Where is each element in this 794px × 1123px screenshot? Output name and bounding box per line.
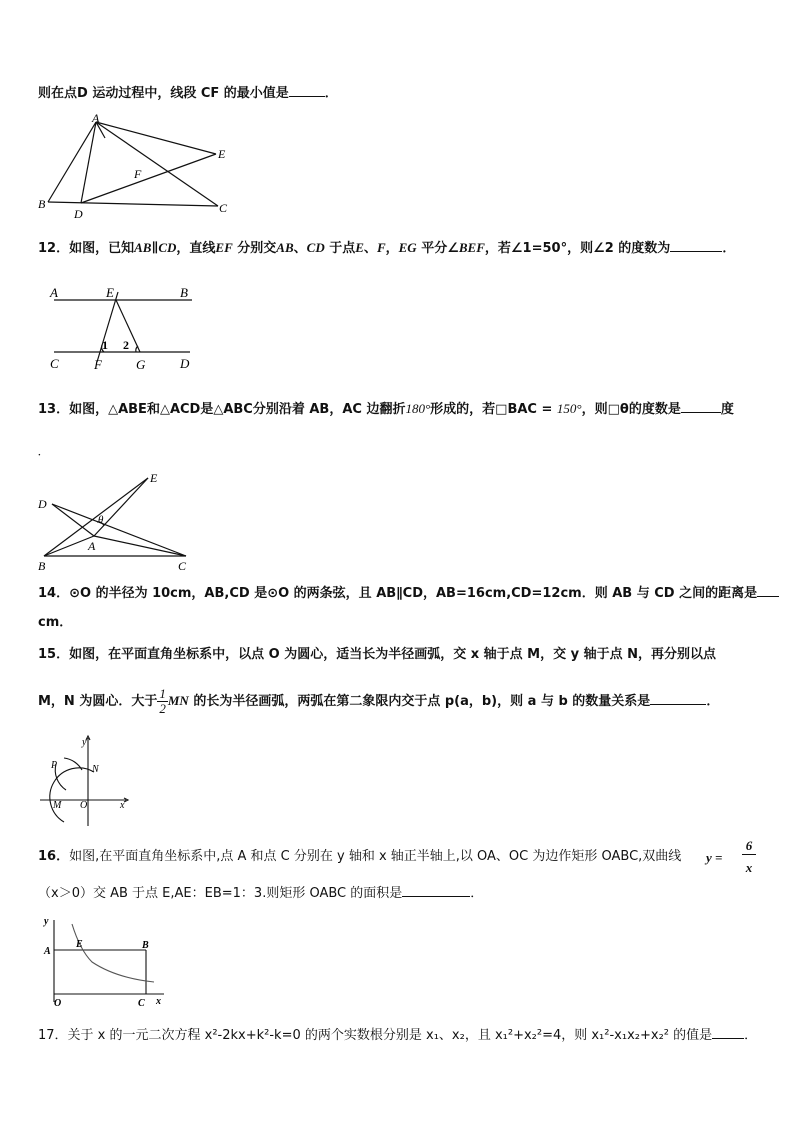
answer-blank: [289, 84, 325, 97]
label-P: P: [51, 760, 58, 771]
question-12: 12．如图，已知AB∥CD，直线EF 分别交AB、CD 于点E、F，EG 平分∠BEF，若∠1=50°，则∠2 的度数为 ．: [38, 240, 736, 256]
label-A: A: [44, 946, 51, 957]
label-E: E: [106, 285, 114, 300]
label-D: D: [38, 497, 47, 511]
label-C: C: [219, 201, 228, 215]
question-13-dot: ．: [38, 448, 48, 458]
answer-blank: [712, 1026, 744, 1039]
figure-coordinate-arcs: [36, 734, 136, 832]
label-C: C: [50, 356, 59, 371]
answer-blank: [670, 239, 722, 252]
label-O: O: [54, 998, 62, 1008]
question-14-cont: cm．: [38, 615, 73, 630]
label-E: E: [150, 471, 158, 485]
question-14: 14．⊙O 的半径为 10cm，AB,CD 是⊙O 的两条弦，且 AB∥CD，AB=16cm,CD=12cm．则 AB 与 CD 之间的距离是: [38, 584, 779, 603]
question-17: 17．关于 x 的一元二次方程 x²-2kx+k²-k=0 的两个实数根分别是 x₁、x₂，且 x₁²+x₂²=4，则 x₁²-x₁x₂+x₂² 的值是 ．: [38, 1028, 758, 1043]
label-C: C: [138, 998, 145, 1008]
answer-blank: [402, 884, 470, 897]
label-A: A: [92, 112, 100, 125]
label-angle-2: 2: [123, 338, 129, 352]
question-16-line1: 16．如图,在平面直角坐标系中,点 A 和点 C 分别在 y 轴和 x 轴正半轴上,以 OA、OC 为边作矩形 OABC,双曲线: [38, 849, 682, 864]
question-15-line1: 15．如图，在平面直角坐标系中，以点 O 为圆心，适当长为半径画弧，交 x 轴于点 M，交 y 轴于点 N，再分别以点: [38, 647, 717, 662]
question-11-tail: 则在点D 运动过程中，线段 CF 的最小值是 ．: [38, 86, 338, 101]
label-B: B: [38, 197, 46, 211]
question-15-line2: M，N 为圆心．大于 $\frac{1}{2}$ MN 的长为半径画弧，两弧在第二象限内交于点 p(a，b)，则 a 与 b 的数量关系是 ．: [38, 686, 720, 716]
label-F: F: [134, 167, 142, 181]
label-A: A: [88, 539, 96, 553]
figure-folded-triangles: [34, 466, 200, 578]
label-B: B: [180, 285, 188, 300]
label-theta: θ: [98, 514, 104, 526]
label-angle-1: 1: [102, 338, 108, 352]
label-O: O: [80, 800, 88, 811]
label-C: C: [178, 559, 187, 573]
label-E: E: [76, 939, 83, 950]
label-B: B: [38, 559, 46, 573]
fraction-one-half: $\frac{1}{2}$: [159, 686, 166, 716]
label-A: A: [50, 285, 58, 300]
answer-blank: [757, 584, 779, 597]
label-N: N: [92, 764, 99, 775]
label-G: G: [136, 357, 146, 372]
answer-blank: [681, 400, 721, 413]
label-D: D: [74, 207, 83, 221]
label-B: B: [142, 940, 149, 951]
figure-parallel-lines: [44, 282, 200, 380]
label-x: x: [120, 800, 125, 811]
label-x: x: [156, 996, 161, 1007]
answer-blank: [650, 692, 706, 705]
question-13: 13．如图，△ABE和△ACD是△ABC分别沿着 AB，AC 边翻折180°形成的，若□BAC = 150°，则□θ的度数是 度: [38, 401, 734, 417]
label-M: M: [53, 800, 62, 811]
label-y: y: [82, 737, 87, 748]
label-y: y: [44, 916, 49, 927]
label-D: D: [180, 356, 190, 371]
figure-rectangle-hyperbola: [36, 910, 170, 1012]
label-E: E: [218, 147, 226, 161]
label-F: F: [94, 357, 102, 372]
figure-quadrilateral: [36, 112, 232, 228]
question-16-line2: （x＞0）交 AB 于点 E,AE：EB=1：3.则矩形 OABC 的面积是 ．: [38, 886, 484, 901]
